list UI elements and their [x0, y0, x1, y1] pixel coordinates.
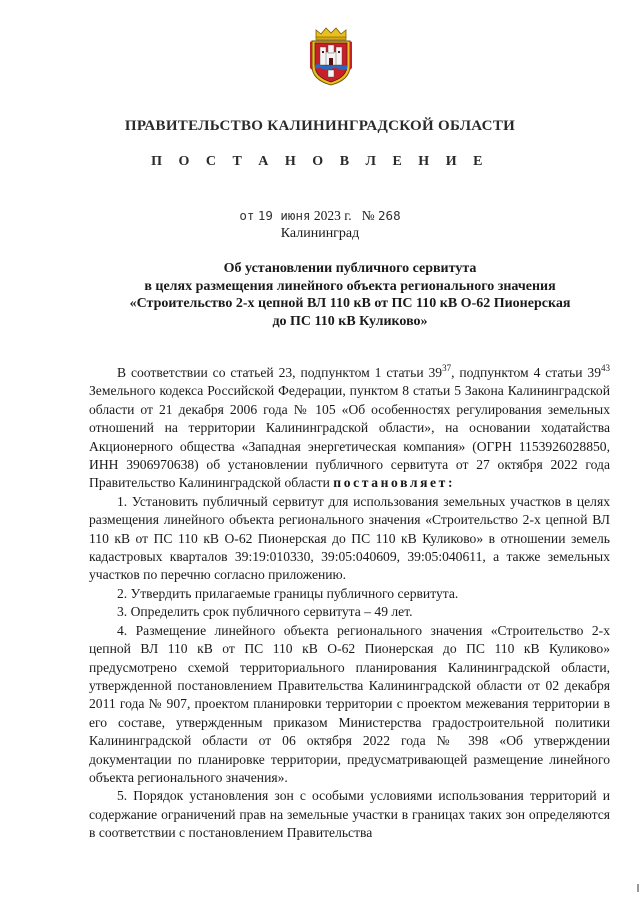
intro-paragraph	[89, 364, 610, 493]
decree-word: постановляет:	[333, 475, 456, 491]
subject-line-4: до ПС 110 кВ Куликово»	[272, 313, 428, 329]
item-5: 5. Порядок установления зон с особыми условиями использования территорий и содержание ограничений прав на земельные участки в границах таких зон определяются в соответствии с постановлением Правительства	[89, 788, 610, 841]
page-edge-mark	[637, 884, 639, 892]
item-2: 2. Утвердить прилагаемые границы публичного сервитута.	[117, 585, 459, 601]
document-subject	[80, 260, 620, 330]
date-number-line	[0, 208, 640, 224]
intro-superscript-1: 37	[442, 363, 452, 373]
government-name: ПРАВИТЕЛЬСТВО КАЛИНИНГРАДСКОЙ ОБЛАСТИ	[124, 118, 516, 134]
number-sign: №	[361, 208, 375, 223]
document-number: 268	[378, 208, 401, 223]
date-year: 2023 г.	[313, 208, 352, 223]
intro-superscript-2: 43	[601, 363, 610, 373]
intro-text-c: Земельного кодекса Российской Федерации, пунктом 8 статьи 5 Закона Калининградской области от 21 декабря 2006 года № 105 «Об особенностях регулирования земельных отношений на территории Калининградской области», на основании ходатайства Акционерного общества «Западная энергетическая компания» (ОГРН 1153926028850, ИНН 3906970638) об установлении публичного сервитута от 27 октября 2022 года Правительство Калининградской области	[89, 383, 610, 491]
date-prefix: от	[239, 208, 255, 223]
intro-text-b: , подпунктом 4 статьи 39	[451, 365, 601, 380]
item-3: 3. Определить срок публичного сервитута – 49 лет.	[117, 604, 413, 620]
document-type: П О С Т А Н О В Л Е Н И Е	[151, 154, 489, 169]
date-day-month: 19 июня	[257, 208, 311, 223]
document-body	[89, 364, 610, 843]
subject-line-3: «Строительство 2-х цепной ВЛ 110 кВ от ПС 110 кВ О-62 Пионерская	[129, 296, 571, 311]
item-1: 1. Установить публичный сервитут для использования земельных участков в целях размещения линейного объекта регионального значения «Строительство 2-х цепной ВЛ 110 кВ от ПС 110 кВ О-62 Пионерская до ПС 110 кВ Куликово» в отношении земель кадастровых кварталов 39:19:010330, 39:05:040609, 39:05:040611, а также земельных участков по перечню согласно приложению.	[89, 493, 610, 583]
kaliningrad-coat-of-arms-icon	[309, 26, 353, 86]
subject-line-1: Об установлении публичного сервитута	[223, 261, 477, 276]
item-4: 4. Размещение линейного объекта регионального значения «Строительство 2-х цепной ВЛ 110 кВ от ПС 110 кВ О-62 Пионерская до ПС 110 кВ Куликово» предусмотрено схемой территориального планирования Калининградской области, утвержденной постановлением Правительства Калининградской области от 02 декабря 2011 года № 907, проектом планировки территории с проектом межевания территории в его составе, утвержденным приказом Министерства градостроительной политики Калининградской области от 06 октября 2022 года № 398 «Об утверждении документации по планировке территории, предусматривающей размещение линейного объекта регионального значения».	[89, 622, 610, 785]
subject-line-2: в целях размещения линейного объекта регионального значения	[144, 278, 556, 294]
city-name: Калининград	[280, 226, 360, 241]
intro-text-a: В соответствии со статьей 23, подпунктом 1 статьи 39	[117, 365, 443, 380]
